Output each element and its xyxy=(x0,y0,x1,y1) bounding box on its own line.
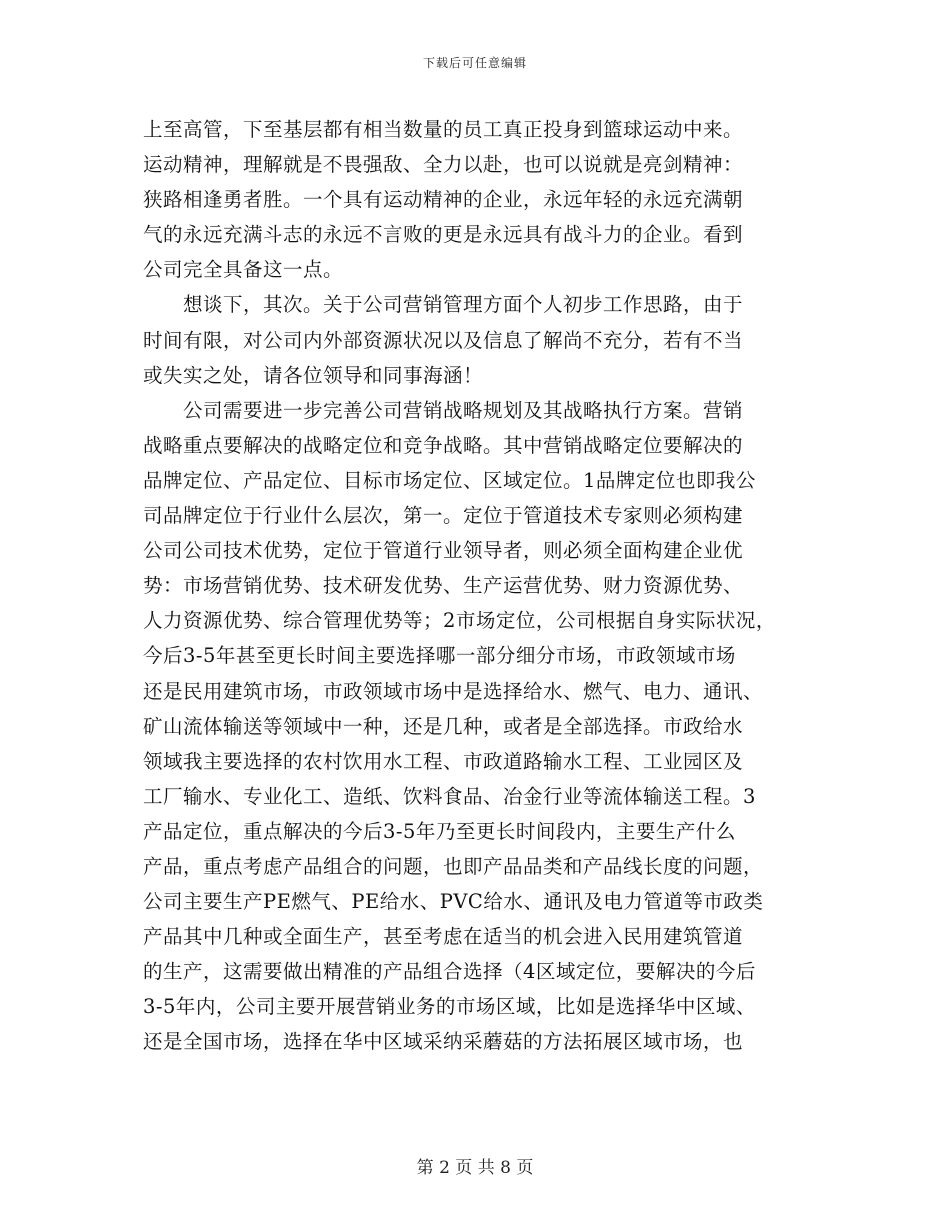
text-line: 时间有限，对公司内外部资源状况以及信息了解尚不充分，若有不当 xyxy=(143,328,744,352)
text-line: 气的永远充满斗志的永远不言败的更是永远具有战斗力的企业。看到 xyxy=(143,223,744,247)
text-line: 品牌定位、产品定位、目标市场定位、区域定位。1品牌定位也即我公 xyxy=(143,468,756,492)
text-line: 司品牌定位于行业什么层次，第一。定位于管道技术专家则必须构建 xyxy=(143,504,744,528)
text-line: 公司主要生产PE燃气、PE给水、PVC给水、通讯及电力管道等市政类 xyxy=(143,890,764,914)
text-line: 的生产，这需要做出精准的产品组合选择（4区域定位，要解决的今后 xyxy=(143,960,756,984)
text-line: 还是全国市场，选择在华中区域采纳采蘑菇的方法拓展区域市场，也 xyxy=(143,1030,744,1054)
text-line: 领域我主要选择的农村饮用水工程、市政道路输水工程、工业园区及 xyxy=(143,749,744,773)
text-line: 3-5年内，公司主要开展营销业务的市场区域，比如是选择华中区域、 xyxy=(143,995,756,1019)
text-line: 势：市场营销优势、技术研发优势、生产运营优势、财力资源优势、 xyxy=(143,574,744,598)
text-line: 产品，重点考虑产品组合的问题，也即产品品类和产品线长度的问题， xyxy=(143,854,764,878)
page-header: 下载后可任意编辑 xyxy=(422,56,527,70)
text-line: 上至高管，下至基层都有相当数量的员工真正投身到篮球运动中来。 xyxy=(143,118,744,141)
text-line: 公司需要进一步完善公司营销战略规划及其战略执行方案。营销 xyxy=(143,398,744,422)
text-line: 产品其中几种或全面生产，甚至考虑在适当的机会进入民用建筑管道 xyxy=(143,925,744,949)
text-line: 公司公司技术优势，定位于管道行业领导者，则必须全面构建企业优 xyxy=(143,539,744,563)
text-line: 运动精神，理解就是不畏强敌、全力以赴，也可以说就是亮剑精神： xyxy=(143,153,744,177)
text-line: 工厂输水、专业化工、造纸、饮料食品、冶金行业等流体输送工程。3 xyxy=(143,784,756,808)
text-line: 想谈下，其次。关于公司营销管理方面个人初步工作思路，由于 xyxy=(143,293,744,317)
text-line: 或失实之处，请各位领导和同事海涵！ xyxy=(143,363,484,387)
body-text xyxy=(143,112,803,1060)
text-line: 还是民用建筑市场，市政领域市场中是选择给水、燃气、电力、通讯、 xyxy=(143,679,764,703)
text-line: 公司完全具备这一点。 xyxy=(143,258,344,282)
page-footer: 第 2 页 共 8 页 xyxy=(416,1158,534,1178)
text-line: 矿山流体输送等领域中一种，还是几种，或者是全部选择。市政给水 xyxy=(143,714,744,738)
text-line: 狭路相逢勇者胜。一个具有运动精神的企业，永远年轻的永远充满朝 xyxy=(143,188,744,212)
text-line: 今后3-5年甚至更长时间主要选择哪一部分细分市场，市政领域市场 xyxy=(143,644,736,668)
text-line: 战略重点要解决的战略定位和竞争战略。其中营销战略定位要解决的 xyxy=(143,433,744,457)
text-line: 人力资源优势、综合管理优势等；2市场定位，公司根据自身实际状况， xyxy=(143,609,776,633)
text-line: 产品定位，重点解决的今后3-5年乃至更长时间段内，主要生产什么 xyxy=(143,819,736,843)
